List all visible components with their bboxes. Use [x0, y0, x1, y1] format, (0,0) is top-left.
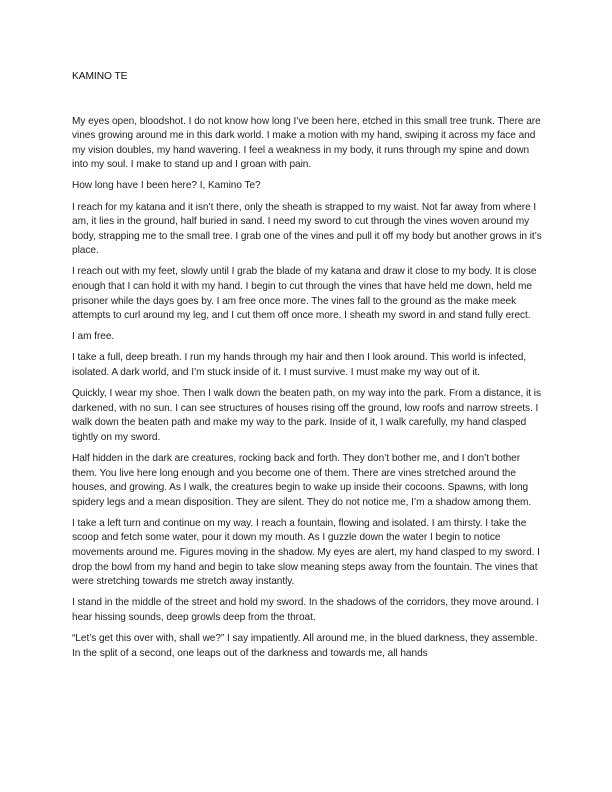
paragraph: I stand in the middle of the street and hold my sword. In the shadows of the corridors, they move around. I hear hissing sounds, deep growls deep from the throat. — [72, 597, 540, 623]
paragraph: I reach for my katana and it isn’t there, only the sheath is strapped to my waist. Not far away from where I am, it lies in the ground, half buried in sand. I need my sword to cut through the vines woven around my body, strapping me to the small tree. I grab one of the vines and pull it off my body but another grows in it’s place. — [72, 201, 542, 257]
paragraph: “Let’s get this over with, shall we?” I say impatiently. All around me, in the blued darkness, they assemble. In the split of a second, one leaps out of the darkness and towards me, all hands — [72, 633, 538, 659]
document-title: KAMINO TE — [72, 71, 128, 82]
paragraph: I take a full, deep breath. I run my hands through my hair and then I look around. This world is infected, isolated. A dark world, and I’m stuck inside of it. I must survive. I must make my way out of it. — [72, 352, 527, 378]
paragraph: Half hidden in the dark are creatures, rocking back and forth. They don’t bother me, and I don’t bother them. You live here long enough and you become one of them. There are vines stretched around the houses, and growing. As I walk, the creatures begin to wake up inside their cocoons. Spawns, with long spidery legs and a mean disposition. They are silent. They do not notice me, I’m a shadow among them. — [72, 452, 532, 508]
paragraph: How long have I been here? I, Kamino Te? — [72, 180, 261, 192]
paragraph: I am free. — [72, 331, 115, 343]
paragraph: I take a left turn and continue on my way. I reach a fountain, flowing and isolated. I am thirsty. I take the scoop and fetch some water, pour it down my mouth. As I guzzle down the water I begin to notice movements around me. Figures moving in the shadow. My eyes are alert, my hand clasped to my sword. I drop the bowl from my hand and begin to take slow meaning steps away from the fountain. The vines that were stretching towards me stretch away instantly. — [72, 517, 540, 588]
paragraph: Quickly, I wear my shoe. Then I walk down the beaten path, on my way into the park. From a distance, it is darkened, with no sun. I can see structures of houses rising off the ground, low roofs and narrow streets. I walk down the beaten path and make my way to the park. Inside of it, I walk carefully, my hand clasped tightly on my sword. — [72, 388, 541, 443]
document-page — [72, 70, 547, 668]
paragraph: I reach out with my feet, slowly until I grab the blade of my katana and draw it close to my body. It is close enough that I can hold it with my hand. I begin to cut through the vines that have held me down, held me prisoner while the days goes by. I am free once more. The vines fall to the ground as the make meek attempts to curl around my leg, and I cut them off once more. I sheath my sword in and stand fully erect. — [72, 266, 537, 322]
paragraph: My eyes open, bloodshot. I do not know how long I’ve been here, etched in this small tree trunk. There are vines growing around me in this dark world. I make a motion with my hand, swiping it across my face and my vision doubles, my hand wavering. I feel a weakness in my body, it runs through my spine and down into my soul. I make to stand up and I groan with pain. — [72, 115, 541, 171]
